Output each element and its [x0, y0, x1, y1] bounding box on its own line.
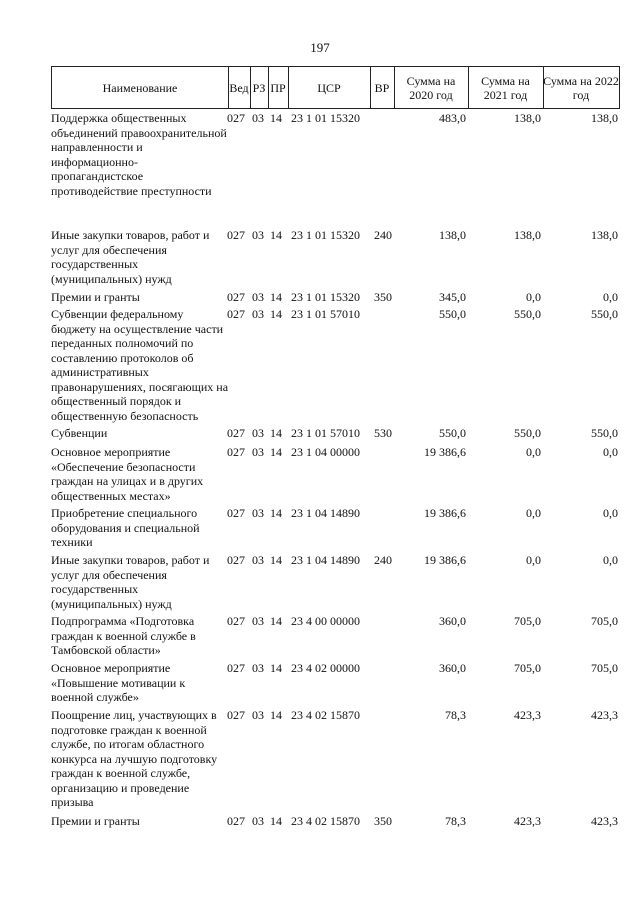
header-ved: Вед: [229, 80, 249, 95]
row-sum-2021: 138,0: [514, 111, 541, 125]
row-ved: 027: [227, 111, 245, 125]
row-rz: 03: [252, 661, 264, 675]
row-sum-2021: 0,0: [526, 290, 541, 304]
row-name: Поощрение лиц, участвующих в подготовке граждан к военной службе, по итогам областного конкурса на лучшую подготовку граждан к военной службе, организацию и проведение призыва: [51, 708, 218, 809]
row-sum-2020: 550,0: [439, 426, 466, 440]
row-csr: 23 4 02 15870: [291, 708, 360, 722]
row-name: Субвенции федеральному бюджету на осуществление части переданных полномочий по составлению протоколов об административных правонарушениях, посягающих на общественный порядок и общественную безопасность: [51, 307, 229, 423]
page-number: 197: [310, 40, 330, 55]
row-sum-2020: 550,0: [439, 307, 466, 321]
header-csr: ЦСР: [317, 80, 341, 95]
row-sum-2021: 0,0: [526, 506, 541, 520]
row-csr: 23 1 01 15320: [291, 111, 360, 125]
header-pr: ПР: [270, 80, 286, 95]
row-name: Премии и гранты: [51, 814, 140, 828]
row-pr: 14: [270, 661, 282, 675]
header-rz: РЗ: [252, 80, 266, 95]
row-vr: 240: [374, 228, 392, 242]
row-rz: 03: [252, 307, 264, 321]
row-sum-2022: 0,0: [603, 506, 618, 520]
row-csr: 23 1 04 14890: [291, 553, 360, 567]
row-sum-2021: 0,0: [526, 553, 541, 567]
row-rz: 03: [252, 553, 264, 567]
row-vr: 350: [374, 290, 392, 304]
row-sum-2022: 550,0: [591, 426, 618, 440]
row-sum-2020: 19 386,6: [424, 445, 466, 459]
row-sum-2022: 138,0: [591, 228, 618, 242]
row-rz: 03: [252, 614, 264, 628]
row-ved: 027: [227, 708, 245, 722]
row-sum-2020: 360,0: [439, 661, 466, 675]
row-name: Основное мероприятие «Обеспечение безопасности граждан на улицах и в других общественных местах»: [51, 445, 204, 503]
row-ved: 027: [227, 228, 245, 242]
row-sum-2020: 78,3: [445, 708, 466, 722]
row-name: Премии и гранты: [51, 290, 140, 304]
row-rz: 03: [252, 445, 264, 459]
row-name: Поддержка общественных объединений правоохранительной направленности и информационно-пропагандистское противодействие преступности: [51, 111, 227, 198]
row-sum-2022: 705,0: [591, 614, 618, 628]
row-sum-2021: 550,0: [514, 426, 541, 440]
row-sum-2022: 550,0: [591, 307, 618, 321]
row-sum-2021: 423,3: [514, 708, 541, 722]
row-rz: 03: [252, 506, 264, 520]
row-ved: 027: [227, 290, 245, 304]
row-rz: 03: [252, 426, 264, 440]
row-name: Приобретение специального оборудования и специальной техники: [51, 506, 200, 549]
row-csr: 23 1 01 15320: [291, 228, 360, 242]
row-pr: 14: [270, 614, 282, 628]
row-sum-2020: 78,3: [445, 814, 466, 828]
row-name: Иные закупки товаров, работ и услуг для обеспечения государственных (муниципальных) нужд: [51, 228, 210, 286]
row-sum-2021: 705,0: [514, 661, 541, 675]
row-sum-2021: 705,0: [514, 614, 541, 628]
row-sum-2022: 423,3: [591, 814, 618, 828]
row-ved: 027: [227, 814, 245, 828]
row-ved: 027: [227, 506, 245, 520]
row-pr: 14: [270, 426, 282, 440]
row-pr: 14: [270, 708, 282, 722]
row-csr: 23 1 01 57010: [291, 426, 360, 440]
row-vr: 530: [374, 426, 392, 440]
row-ved: 027: [227, 614, 245, 628]
row-csr: 23 1 04 14890: [291, 506, 360, 520]
row-csr: 23 1 01 57010: [291, 307, 360, 321]
row-sum-2022: 0,0: [603, 290, 618, 304]
row-pr: 14: [270, 228, 282, 242]
row-ved: 027: [227, 307, 245, 321]
row-pr: 14: [270, 111, 282, 125]
row-vr: 240: [374, 553, 392, 567]
row-vr: 350: [374, 814, 392, 828]
row-sum-2021: 138,0: [514, 228, 541, 242]
row-sum-2021: 0,0: [526, 445, 541, 459]
row-sum-2020: 19 386,6: [424, 506, 466, 520]
row-csr: 23 4 02 00000: [291, 661, 360, 675]
row-name: Основное мероприятие «Повышение мотивации к военной службе»: [51, 661, 186, 704]
row-csr: 23 4 02 15870: [291, 814, 360, 828]
row-sum-2022: 423,3: [591, 708, 618, 722]
row-name: Иные закупки товаров, работ и услуг для обеспечения государственных (муниципальных) нужд: [51, 553, 210, 611]
row-sum-2020: 345,0: [439, 290, 466, 304]
row-ved: 027: [227, 445, 245, 459]
header-name: Наименование: [102, 80, 178, 95]
row-sum-2022: 0,0: [603, 553, 618, 567]
row-name: Подпрограмма «Подготовка граждан к военной службе в Тамбовской области»: [51, 614, 196, 657]
row-ved: 027: [227, 426, 245, 440]
row-pr: 14: [270, 445, 282, 459]
row-sum-2020: 19 386,6: [424, 553, 466, 567]
row-sum-2021: 423,3: [514, 814, 541, 828]
row-rz: 03: [252, 228, 264, 242]
row-sum-2022: 705,0: [591, 661, 618, 675]
row-rz: 03: [252, 111, 264, 125]
row-ved: 027: [227, 553, 245, 567]
row-csr: 23 1 04 00000: [291, 445, 360, 459]
row-pr: 14: [270, 506, 282, 520]
row-pr: 14: [270, 814, 282, 828]
row-pr: 14: [270, 553, 282, 567]
row-sum-2020: 483,0: [439, 111, 466, 125]
row-rz: 03: [252, 290, 264, 304]
row-rz: 03: [252, 708, 264, 722]
row-ved: 027: [227, 661, 245, 675]
row-sum-2020: 360,0: [439, 614, 466, 628]
row-csr: 23 1 01 15320: [291, 290, 360, 304]
row-csr: 23 4 00 00000: [291, 614, 360, 628]
header-sum-2021: Сумма на 2021 год: [481, 73, 530, 102]
header-sum-2020: Сумма на 2020 год: [406, 73, 456, 102]
row-rz: 03: [252, 814, 264, 828]
row-name: Субвенции: [51, 426, 108, 440]
table-header: [51, 66, 620, 109]
row-sum-2022: 0,0: [603, 445, 618, 459]
row-pr: 14: [270, 307, 282, 321]
header-vr: ВР: [374, 80, 390, 95]
row-sum-2020: 138,0: [439, 228, 466, 242]
row-sum-2021: 550,0: [514, 307, 541, 321]
row-pr: 14: [270, 290, 282, 304]
row-sum-2022: 138,0: [591, 111, 618, 125]
header-sum-2022: Сумма на 2022 год: [543, 73, 619, 102]
